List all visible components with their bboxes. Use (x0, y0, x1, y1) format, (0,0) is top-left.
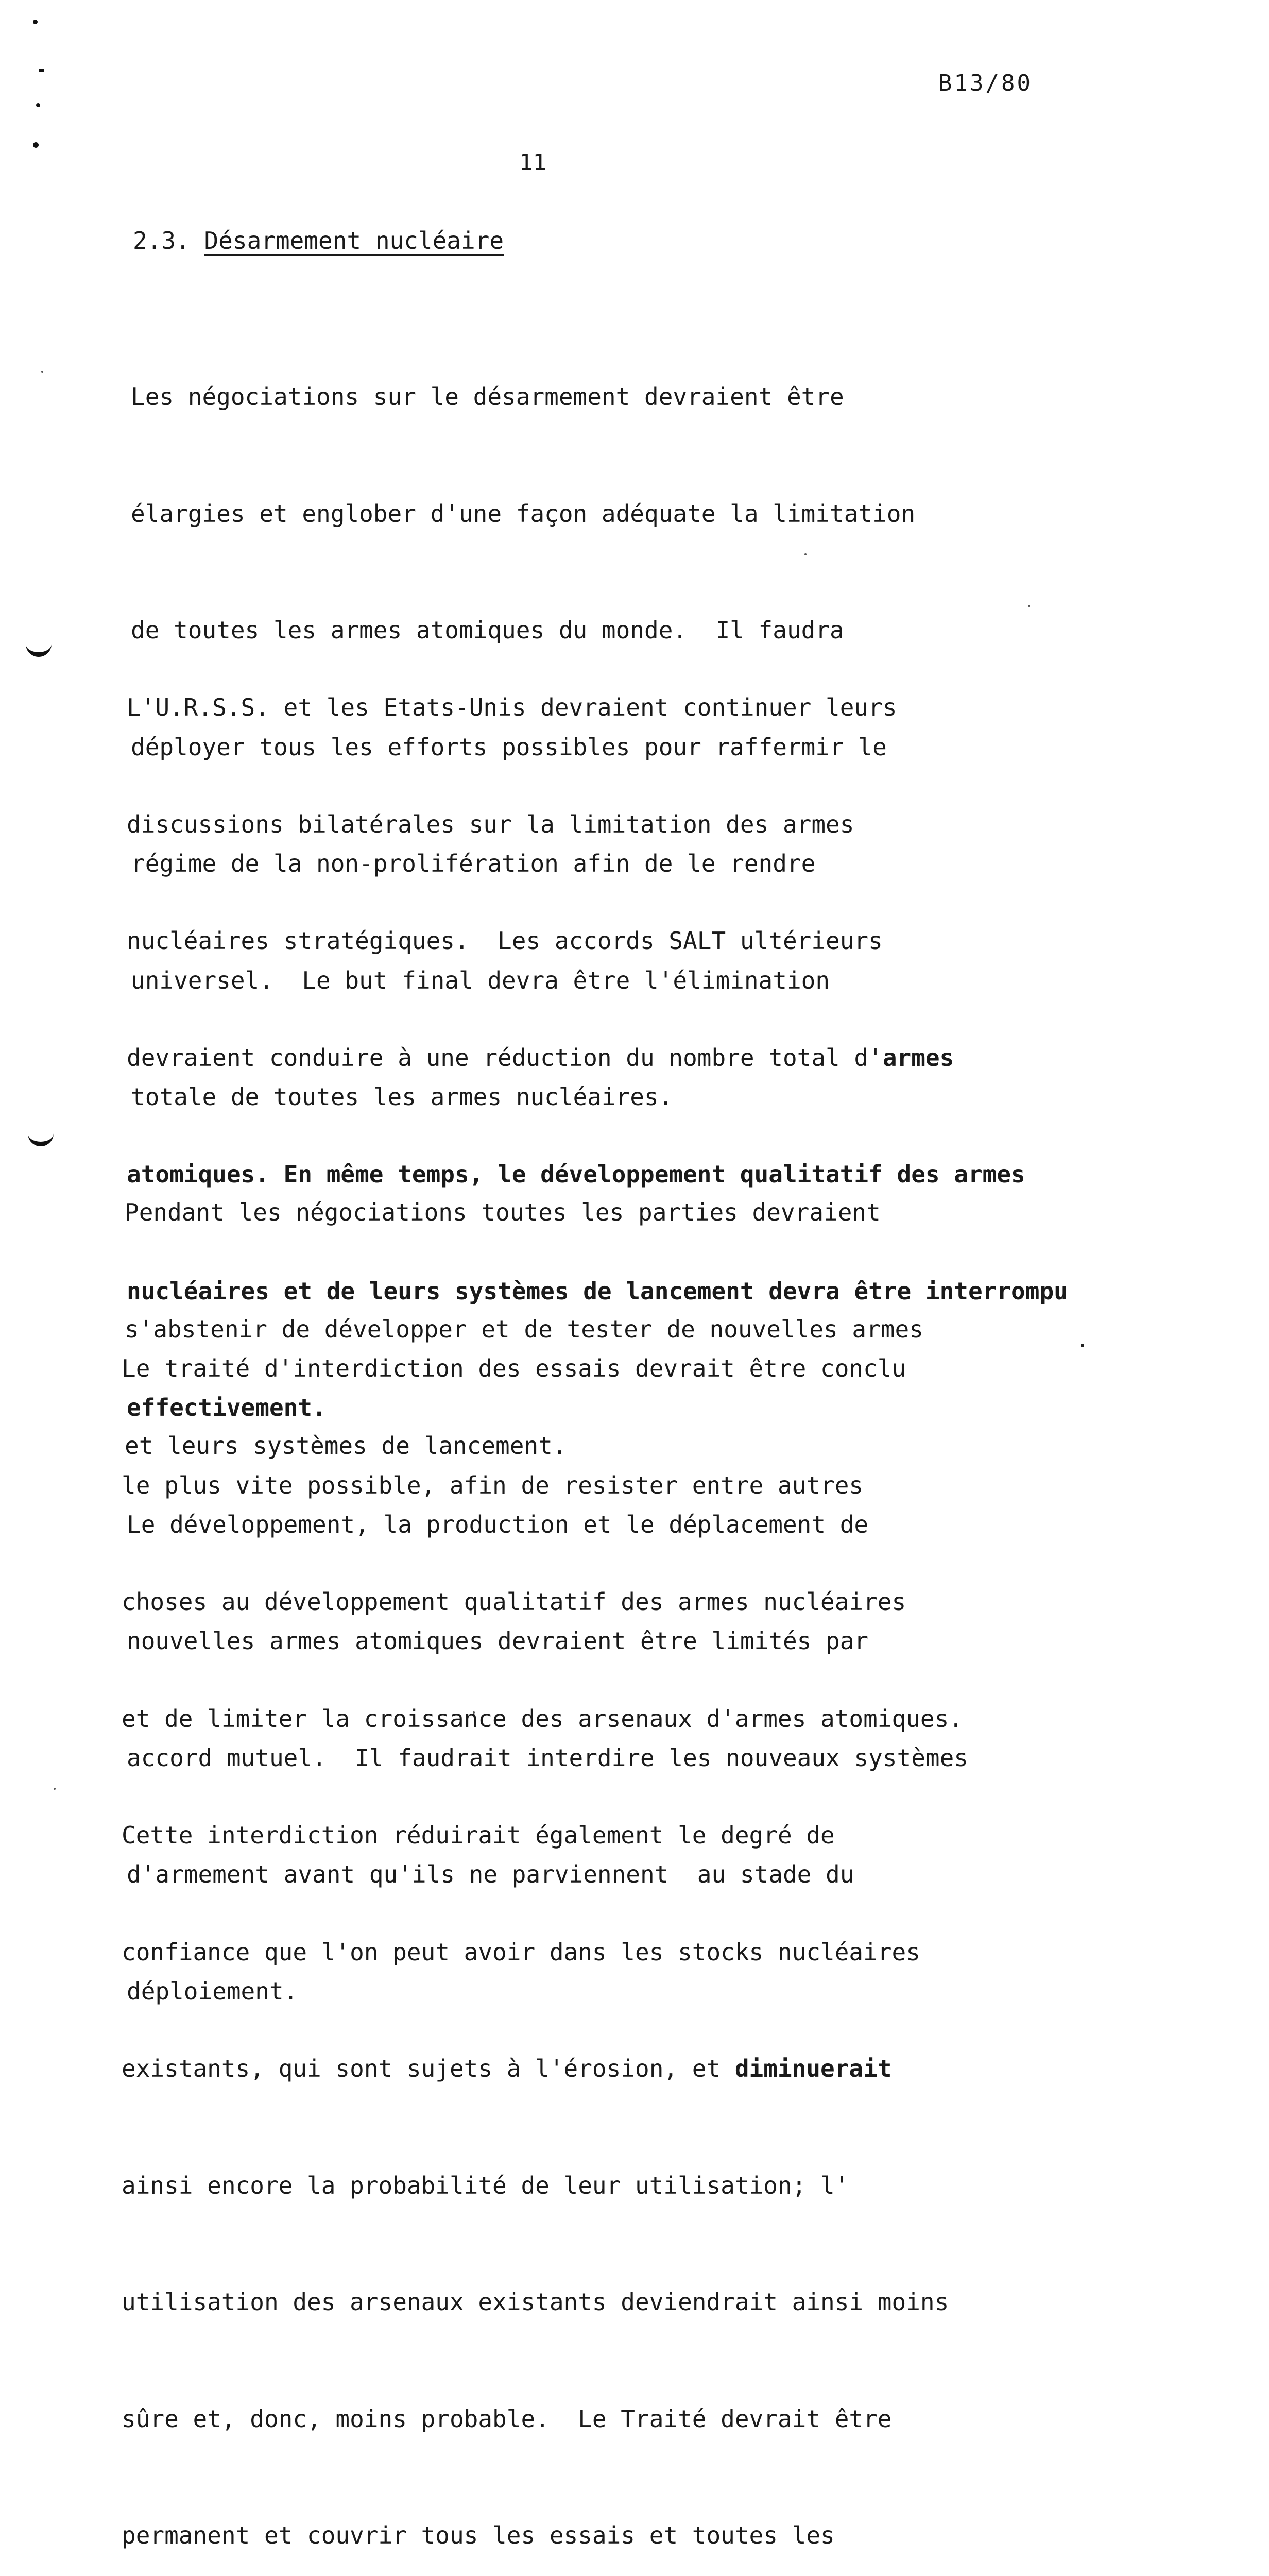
text-line: permanent et couvrir tous les essais et toutes les (122, 2521, 835, 2549)
bold-text-line: atomiques. En même temps, le développement qualitatif des armes (127, 1160, 1025, 1188)
paper-speck (54, 1788, 56, 1790)
text-line: déploiement. (127, 1977, 298, 2005)
text-line (127, 1039, 1068, 1078)
paper-speck (1081, 1344, 1084, 1347)
margin-mark (39, 69, 44, 72)
text-line: Pendant les négociations toutes les parties devraient (125, 1198, 881, 1226)
text-line: totale de toutes les armes nucléaires. (131, 1083, 673, 1111)
text-line: universel. Le but final devra être l'élimination (131, 966, 830, 994)
text-line: ainsi encore la probabilité de leur utilisation; l' (122, 2171, 849, 2199)
text-line: nucléaires stratégiques. Les accords SALT ultérieurs (127, 927, 883, 955)
text-line: confiance que l'on peut avoir dans les stocks nucléaires (122, 1938, 920, 1966)
bold-text-segment: armes (882, 1043, 954, 1072)
text-line: nouvelles armes atomiques devraient être limités par (127, 1627, 869, 1655)
section-number: 2.3. (133, 227, 190, 255)
text-line: discussions bilatérales sur la limitation des armes (127, 810, 854, 838)
text-line: élargies et englober d'une façon adéquate la limitation (131, 499, 916, 528)
text-segment: existants, qui sont sujets à l'érosion, et (122, 2055, 735, 2082)
paper-speck (1028, 605, 1030, 607)
bold-text-segment: diminuerait (734, 2055, 892, 2082)
margin-tick-mark (26, 639, 52, 657)
text-line: L'U.R.S.S. et les Etats-Unis devraient continuer leurs (127, 693, 897, 721)
text-line: déployer tous les efforts possibles pour raffermir le (131, 733, 887, 761)
paper-speck (41, 371, 43, 373)
text-line: le plus vite possible, afin de resister entre autres (122, 1471, 864, 1499)
text-line: Le traité d'interdiction des essais devrait être conclu (122, 1354, 906, 1382)
margin-mark (33, 20, 38, 24)
text-line: de toutes les armes atomiques du monde. Il faudra (131, 616, 844, 644)
text-line: d'armement avant qu'ils ne parviennent au stade du (127, 1860, 854, 1888)
text-line: utilisation des arsenaux existants deviendrait ainsi moins (122, 2288, 949, 2316)
section-title: Désarmement nucléaire (204, 227, 504, 255)
margin-mark (33, 142, 39, 148)
text-line: choses au développement qualitatif des armes nucléaires (122, 1588, 906, 1616)
text-line: accord mutuel. Il faudrait interdire les nouveaux systèmes (127, 1743, 968, 1772)
section-heading (133, 227, 504, 255)
document-reference: B13/80 (938, 70, 1033, 96)
text-line: s'abstenir de développer et de tester de nouvelles armes (125, 1315, 923, 1343)
text-line (122, 2049, 963, 2089)
text-segment: devraient conduire à une réduction du nombre total d' (127, 1043, 883, 1072)
bold-text-line: nucléaires et de leurs systèmes de lancement devra être interrompu (127, 1277, 1068, 1305)
margin-tick-mark (28, 1128, 54, 1146)
page-number: 11 (519, 149, 546, 176)
text-line: sûre et, donc, moins probable. Le Traité devrait être (122, 2404, 892, 2433)
paragraph-test-ban-treaty (122, 1272, 963, 2576)
bold-text-line: effectivement. (127, 1394, 327, 1421)
margin-mark (36, 103, 40, 107)
text-line: et de limiter la croissance des arsenaux d'armes atomiques. (122, 1704, 963, 1733)
text-line: Les négociations sur le désarmement devraient être (131, 383, 844, 411)
text-line: Cette interdiction réduirait également le degré de (122, 1821, 835, 1849)
text-line: Le développement, la production et le déplacement de (127, 1510, 869, 1538)
text-line: et leurs systèmes de lancement. (125, 1432, 567, 1460)
text-line: régime de la non-prolifération afin de le rendre (131, 850, 816, 877)
